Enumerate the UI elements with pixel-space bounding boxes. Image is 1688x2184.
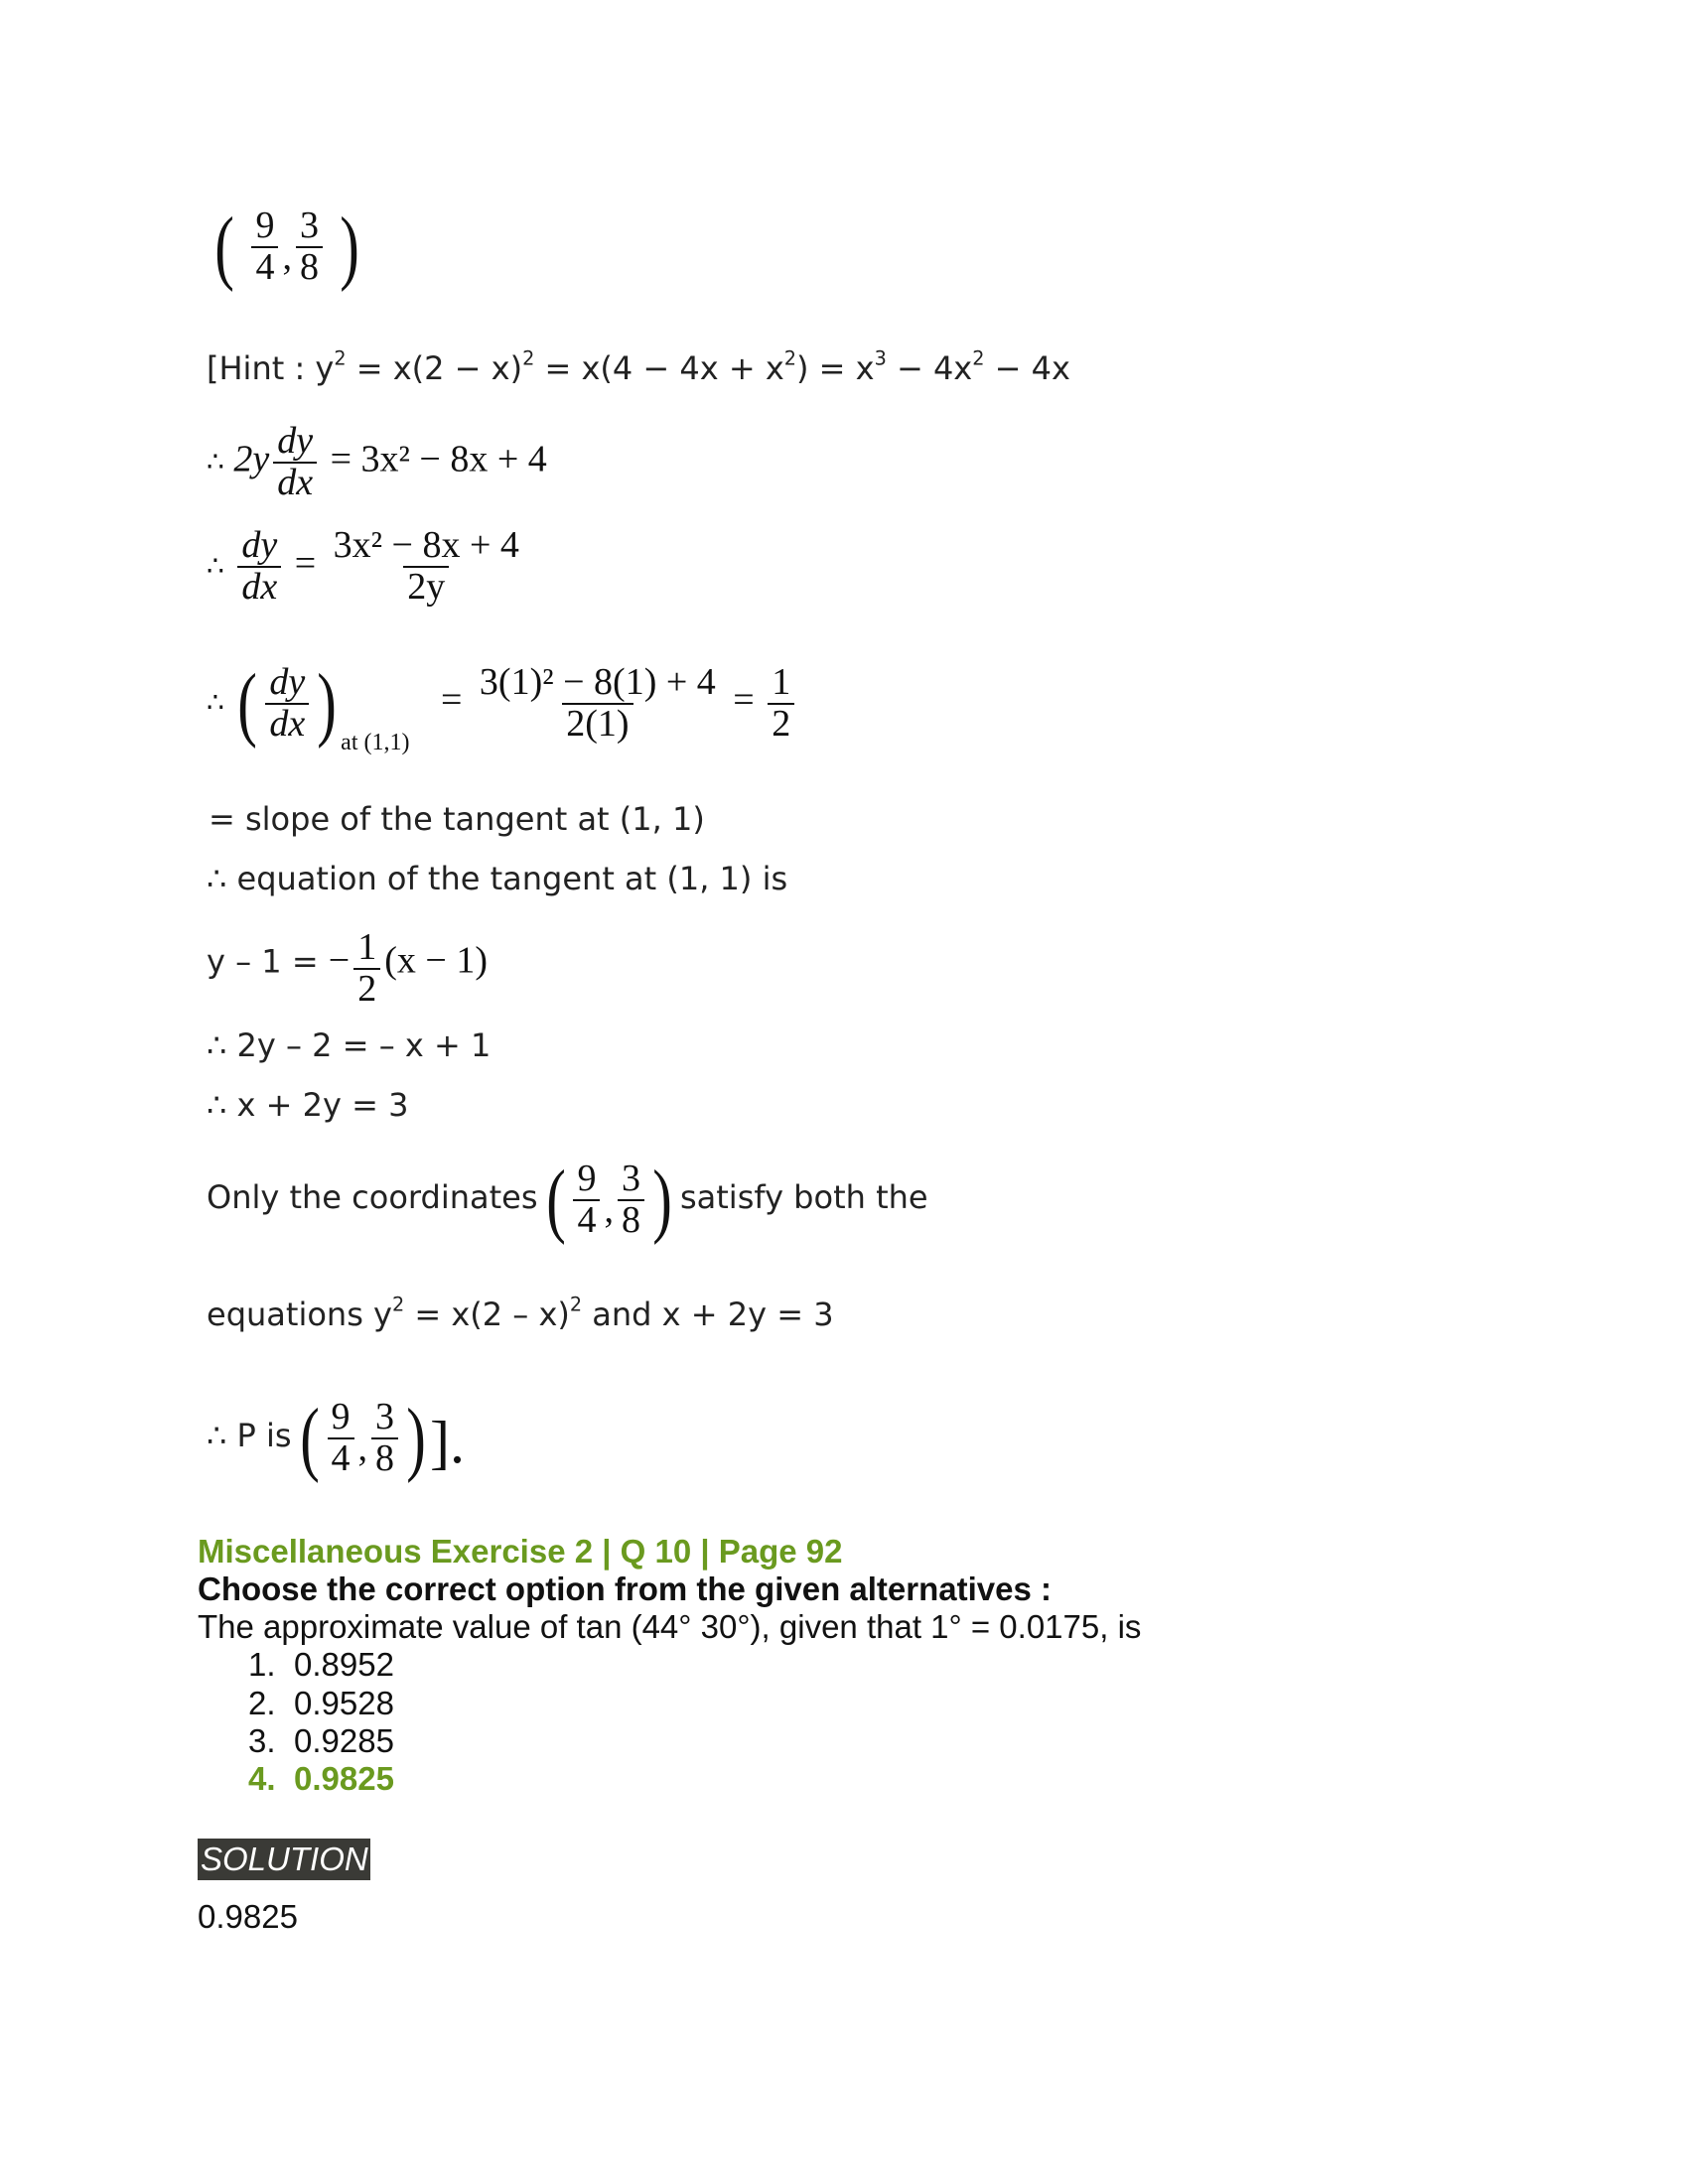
solution-answer: 0.9825: [198, 1898, 298, 1935]
step-x-plus-2y: ∴ x + 2y = 3: [207, 1086, 409, 1124]
exercise-heading[interactable]: Miscellaneous Exercise 2 | Q 10 | Page 92: [198, 1533, 843, 1570]
right-paren: ): [340, 201, 360, 293]
derivative-line: ∴ 2y $\frac{dy}{dx}$ = 3x² − 8x + 4: [207, 420, 547, 503]
dydx-line: ∴ $\frac{dy}{dx}$ = $\frac{\text{3x² − 8x + 4}}{2y}$: [207, 526, 527, 608]
coordinate-pair: ( $\frac{9}{4}$ , $\frac{3}{8}$ ): [299, 1392, 426, 1484]
dy-dx-fraction: $\frac{dy}{dx}$: [265, 663, 309, 745]
evaluation-fraction: $\frac{\text{3(1)² − 8(1) + 4}}{2(1)}$: [479, 660, 716, 745]
option-3: 3. 0.9285: [248, 1722, 394, 1759]
hint-line: [Hint : $y^2 = x(2 - x)^2 = x(4 - 4x + x^2) = x^3 - 4x^2 - 4x$: [207, 346, 1070, 387]
option-2: 2. 0.9528: [248, 1685, 394, 1721]
rhs-fraction: $\frac{\text{3x² − 8x + 4}}{2y}$: [333, 524, 519, 608]
equation-intro: ∴ equation of the tangent at (1, 1) is: [207, 860, 788, 897]
question-instruction: Choose the correct option from the given alternatives :: [198, 1570, 1052, 1607]
fraction-y: $\frac{3}{8}$: [296, 206, 323, 288]
fraction-x: $\frac{9}{4}$: [251, 206, 278, 288]
only-coordinates-line: Only the coordinates ( $\frac{9}{4}$ , $\frac{3}{8}$ ) satisfy both the: [207, 1154, 928, 1246]
coordinate-pair: ( $\frac{9}{4}$ , $\frac{3}{8}$ ): [545, 1154, 672, 1246]
result-fraction: $\frac{1}{2}$: [768, 663, 794, 745]
equations-line: equations $y^2 = x(2 - x)^2$ and x + 2y = 3: [207, 1293, 834, 1333]
evaluation-line: ∴ ( $\frac{dy}{dx}$ ) $_{at (1,1)}$ = $\frac{\text{3(1)² − 8(1) + 4}}{2(1)}$ = $\frac{1}{2}$: [207, 655, 798, 756]
step-2y-minus-2: ∴ 2y – 2 = – x + 1: [207, 1026, 492, 1064]
option-4-correct: 4. 0.9825: [248, 1760, 394, 1797]
option-1: 1. 0.8952: [248, 1646, 394, 1683]
slope-text: = slope of the tangent at (1, 1): [209, 800, 705, 838]
half-fraction: $\frac{1}{2}$: [353, 928, 380, 1010]
right-paren: ): [317, 657, 337, 750]
dy-dx-fraction: $\frac{dy}{dx}$: [237, 526, 281, 608]
tangent-equation: y – 1 = − $\frac{1}{2}$ (x − 1): [207, 926, 488, 1010]
answer-coordinates: ( $\frac{9}{4}$ , $\frac{3}{8}$ ): [214, 201, 360, 293]
question-text: The approximate value of tan (44° 30°), given that 1° = 0.0175, is: [198, 1608, 1142, 1645]
solution-label: SOLUTION: [198, 1839, 370, 1880]
dy-dx-fraction: $\frac{dy}{dx}$: [273, 422, 317, 503]
left-paren: (: [237, 657, 258, 750]
left-paren: (: [214, 201, 234, 293]
p-is-line: ∴ P is ( $\frac{9}{4}$ , $\frac{3}{8}$ )].: [207, 1392, 466, 1484]
